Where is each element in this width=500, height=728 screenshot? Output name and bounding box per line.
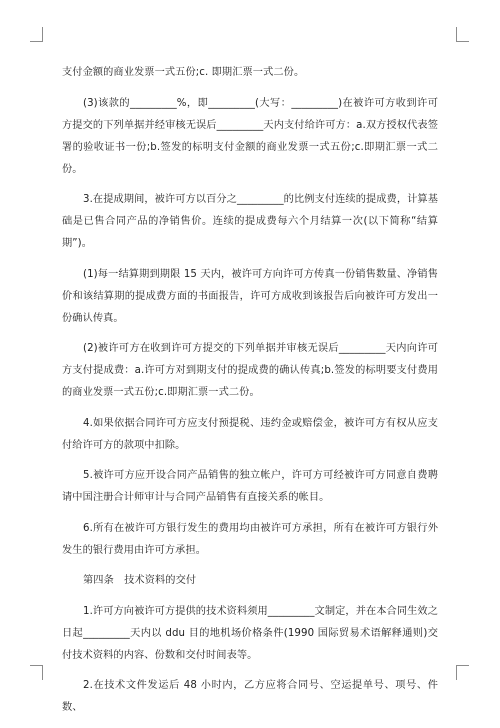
paragraph: 5.被许可方应开设合同产品销售的独立帐户，许可方可经被许可方同意自费聘请中国注册合计师审计与合同产品销售有直接关系的帐目。 bbox=[62, 470, 438, 503]
paragraph: 支付金额的商业发票一式五份;c. 即期汇票一式二份。 bbox=[62, 67, 305, 78]
paragraph: 4.如果依据合同许可方应支付预提税、违约金或赔偿金，被许可方有权从应支付给许可方的款项中扣除。 bbox=[62, 417, 438, 451]
paragraph: 2.在技术文件发运后 48 小时内，乙方应将合同号、空运提单号、项号、件数、 bbox=[62, 680, 438, 713]
paragraph: (1)每一结算期到期限 15 天内，被许可方向许可方传真一份销售数量、净销售价和该结算期的提成费方面的书面报告，许可方成收到该报告后向被许可方发出一份确认传真。 bbox=[62, 268, 438, 324]
paragraph: 6.所有在被许可方银行发生的费用均由被许可方承担，所有在被许可方银行外发生的银行费用由许可方承担。 bbox=[62, 522, 438, 556]
paragraph: 3.在提成期间，被许可方以百分之_________的比例支付连续的提成费，计算基础是已售合同产品的净销售价。连续的提成费每六个月结算一次(以下简称“结算期”)。 bbox=[62, 194, 438, 249]
paragraph: (2)被许可方在收到许可方提交的下列单据并审核无误后_________天内向许可方支付提成费：a.许可方对到期支付的提成费的确认传真;b.签发的标明要支付费用的商业发票一式五份;c.即期汇票一式二份。 bbox=[62, 343, 438, 398]
crop-mark-top-left bbox=[30, 27, 43, 42]
crop-mark-bottom-left bbox=[30, 665, 43, 680]
section-heading: 第四条 技术资料的交付 bbox=[83, 575, 197, 586]
document-body bbox=[62, 62, 438, 728]
paragraph: (3)该款的_________%，即_________(大写：_________)在被许可方收到许可方提交的下列单据并经审核无误后_________天内支付给许可方：a.双方授权代表签署的验收证书一份;b.签发的标明支付金额的商业发票一式五份;c.即期汇票一式二份。 bbox=[62, 97, 438, 175]
crop-mark-top-right bbox=[456, 27, 469, 42]
crop-mark-bottom-right bbox=[456, 665, 469, 680]
paragraph: 1.许可方向被许可方提供的技术资料须用_________文制定，并在本合同生效之日起_________天内以 ddu 目的地机场价格条件(1990 国际贸易术语解释通则)交付技术资料的内容、份数和交付时间表等。 bbox=[62, 605, 438, 661]
